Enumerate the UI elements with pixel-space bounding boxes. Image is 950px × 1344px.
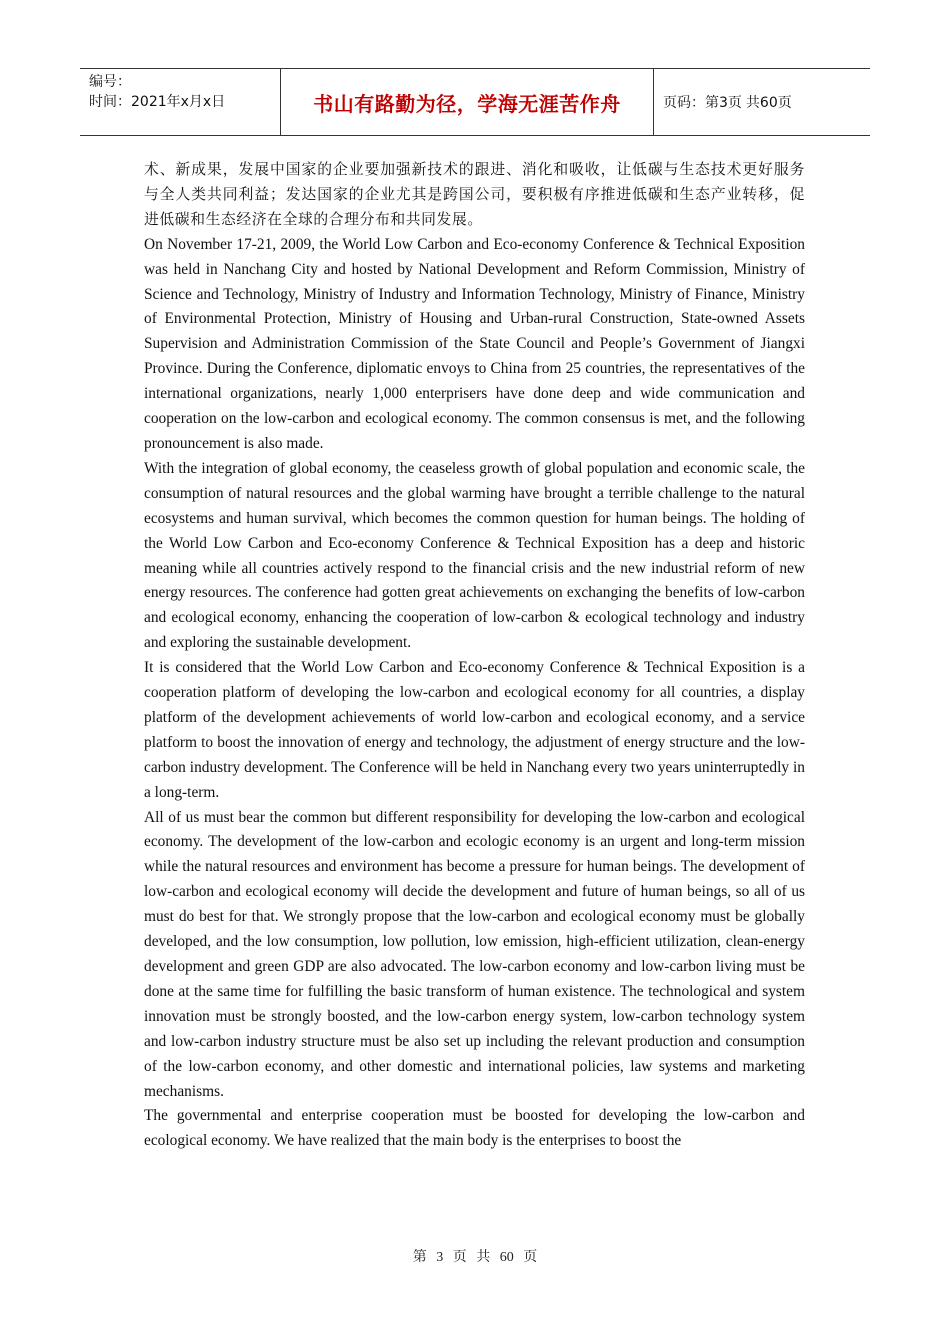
header-meta	[80, 69, 281, 135]
serial-number-label: 编号：	[89, 74, 131, 90]
header-motto: 书山有路勤为径，学海无涯苦作舟	[281, 69, 654, 135]
document-body	[144, 158, 805, 1154]
paragraph-global-challenge: With the integration of global economy, the ceaseless growth of global population and economic scale, the consumption of natural resources and the global warming have brought a terrible challenge to the natural ecosystems and human survival, which becomes the common question for human beings. The holding of the World Low Carbon and Eco-economy Conference & Technical Exposition has a deep and historic meaning while all countries actively respond to the financial crisis and the new industrial reform of new energy resources. The conference had gotten great achievements on exchanging the benefits of low-carbon and ecological economy, enhancing the cooperation of low-carbon & ecological technology and industry and exploring the sustainable development.	[144, 459, 805, 652]
paragraph-conference-intro: On November 17-21, 2009, the World Low Carbon and Eco-economy Conference & Technical Exposition was held in Nanchang City and hosted by National Development and Reform Commission, Ministry of Science and Technology, Ministry of Industry and Information Technology, Ministry of Finance, Ministry of Environmental Protection, Ministry of Housing and Urban-rural Construction, State-owned Assets Supervision and Administration Commission of the State Council and People’s Government of Jiangxi Province. During the Conference, diplomatic envoys to China from 25 countries, the representatives of the international organizations, nearly 1,000 enterprisers have done deep and wide communication and cooperation on the low-carbon and ecological economy. The common consensus is met, and the following pronouncement is also made.	[144, 235, 805, 452]
header-page-number: 页码：第3页	[663, 95, 742, 111]
paragraph-responsibility: All of us must bear the common but different responsibility for developing the low-carbon and ecological economy. The development of the low-carbon and ecologic economy is an urgent and long-term mission while the natural resources and environment has become a pressure for human beings. The development of low-carbon and ecological economy will decide the development and future of human beings, so all of us must do best for that. We strongly propose that the low-carbon and ecological economy must be globally developed, and the low consumption, low pollution, low emission, high-efficient utilization, clean-energy development and green GDP are also advocated. The low-carbon economy and low-carbon living must be done at the same time for fulfilling the basic transform of human existence. The technological and system innovation must be strongly boosted, and the low-carbon energy system, low-carbon technology system and low-carbon industry structure must be also set up including the relevant production and consumption of the low-carbon economy, and other domestic and international policies, law systems and marketing mechanisms.	[144, 808, 805, 1100]
paragraph-cooperation: The governmental and enterprise cooperation must be boosted for developing the low-carbon and ecological economy. We have realized that the main body is the enterprises to boost the	[144, 1107, 805, 1150]
paragraph-platform: It is considered that the World Low Carbon and Eco-economy Conference & Technical Exposition is a cooperation platform of developing the low-carbon and ecological economy for all countries, a display platform of the development achievements of world low-carbon and ecological economy, and a service platform to boost the innovation of energy and technology, the adjustment of energy structure and the low-carbon industry development. The Conference will be held in Nanchang every two years uninterruptedly in a long-term.	[144, 659, 805, 801]
date-label: 时间：2021年x月x日	[89, 94, 226, 110]
paragraph-chinese: 术、新成果，发展中国家的企业要加强新技术的跟进、消化和吸收，让低碳与生态技术更好服务与全人类共同利益；发达国家的企业尤其是跨国公司，要积极有序推进低碳和生态产业转移，促进低碳和生态经济在全球的合理分布和共同发展。	[144, 161, 805, 228]
header-page-total: 共60页	[745, 95, 792, 111]
header-page-info	[654, 69, 870, 135]
page-header	[80, 68, 870, 136]
page-footer: 第 3 页 共 60 页	[412, 1250, 538, 1265]
